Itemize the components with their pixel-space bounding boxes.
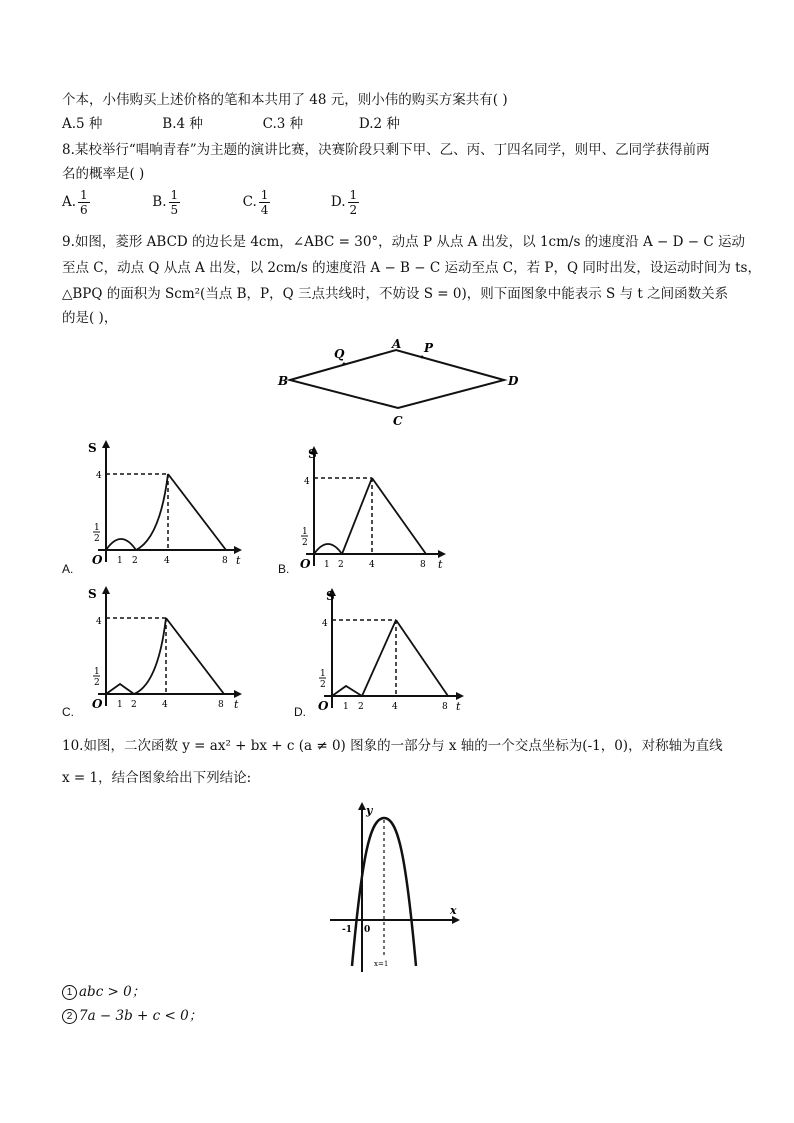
graph-a-curve (136, 474, 168, 550)
graph-c-label: C. (62, 705, 74, 719)
parabola-figure (326, 796, 462, 976)
svg-text:S: S (308, 447, 317, 461)
q10-text-line2: x = 1，结合图象给出下列结论: (62, 770, 252, 786)
svg-text:1: 1 (117, 700, 123, 710)
q8-text-line2: 名的概率是( ) (62, 166, 145, 182)
graph-d (310, 586, 470, 716)
graph-c-tent (106, 684, 134, 694)
svg-text:1: 1 (320, 669, 326, 679)
q7-options (62, 114, 400, 134)
svg-text:8: 8 (420, 560, 426, 570)
graph-d-label: D. (294, 705, 306, 719)
svg-text:4: 4 (162, 700, 168, 710)
svg-text:1: 1 (324, 560, 330, 570)
q7-option-b: B.4 种 (162, 116, 203, 132)
label-b: B (278, 374, 289, 388)
label-d: D (508, 374, 519, 388)
q8-option-b: B. $\frac{1}{5}$ (152, 188, 179, 217)
svg-text:2: 2 (132, 556, 138, 566)
q9-text-line2: 至点 C，动点 Q 从点 A 出发，以 2cm/s 的速度沿 A − B − C 运动至点 C，若 P，Q 同时出发，设运动时间为 ts， (62, 260, 761, 276)
q10-text-line1: 10.如图，二次函数 y = ax² + bx + c (a ≠ 0) 图象的一部分与 x 轴的一个交点坐标为(-1，0)，对称轴为直线 (62, 738, 723, 754)
svg-text:8: 8 (218, 700, 224, 710)
q7-option-a: A.5 种 (62, 116, 103, 132)
svg-text:1: 1 (343, 702, 349, 712)
graph-d-tent (332, 686, 362, 696)
q8-option-d: D. $\frac{1}{2}$ (330, 188, 358, 217)
svg-text:2: 2 (338, 560, 344, 570)
graph-b (292, 444, 452, 574)
graph-c (84, 584, 244, 714)
conclusion-1: 1 abc > 0； (62, 982, 145, 1002)
svg-text:2: 2 (94, 678, 100, 688)
svg-text:2: 2 (131, 700, 137, 710)
svg-text:O: O (318, 699, 329, 713)
svg-text:O: O (300, 557, 311, 571)
q9-text-line3: △BPQ 的面积为 Scm²(当点 B，P，Q 三点共线时，不妨设 S = 0)，则下面图象中能表示 S 与 t 之间函数关系 (62, 286, 729, 302)
q8-options (62, 188, 359, 217)
graph-a (84, 438, 244, 570)
graph-b-arc (314, 544, 342, 554)
svg-text:1: 1 (117, 556, 123, 566)
rhombus-abcd (290, 350, 504, 408)
svg-text:4: 4 (304, 477, 310, 487)
q9-text-line1: 9.如图，菱形 ABCD 的边长是 4cm，∠ABC = 30°，动点 P 从点 A 出发，以 1cm/s 的速度沿 A − D − C 运动 (62, 234, 745, 250)
svg-text:4: 4 (322, 619, 328, 629)
svg-text:1: 1 (94, 667, 100, 677)
svg-text:4: 4 (164, 556, 170, 566)
q8-text-line1: 8.某校举行“唱响青春”为主题的演讲比赛，决赛阶段只剩下甲、乙、丙、丁四名同学，则甲、乙同学获得前两 (62, 142, 710, 158)
svg-text:8: 8 (222, 556, 228, 566)
rhombus-figure (276, 336, 526, 432)
svg-text:t: t (456, 700, 461, 713)
neg-one-label: -1 (342, 925, 352, 935)
label-q: Q (334, 347, 345, 361)
graph-a-arc (106, 539, 136, 550)
svg-text:2: 2 (94, 534, 100, 544)
graph-b-label: B. (278, 562, 290, 576)
q7-text: 个本，小伟购买上述价格的笔和本共用了 48 元，则小伟的购买方案共有( ) (62, 92, 508, 108)
svg-text:1: 1 (94, 523, 100, 533)
s-axis-label: S (88, 441, 97, 455)
x-axis-label: x (450, 904, 457, 917)
origin-label: O (92, 553, 103, 567)
tick-y-4: 4 (96, 471, 102, 481)
svg-text:O: O (92, 697, 103, 711)
svg-text:4: 4 (96, 617, 102, 627)
label-p: P (424, 341, 434, 355)
svg-text:4: 4 (369, 560, 375, 570)
q9-text-line4: 的是( )， (62, 310, 118, 326)
label-a: A (392, 337, 402, 351)
t-axis-label: t (236, 554, 241, 567)
svg-text:t: t (234, 698, 239, 711)
label-c: C (393, 414, 403, 428)
svg-text:2: 2 (358, 702, 364, 712)
q7-option-d: D.2 种 (358, 116, 400, 132)
graph-a-label: A. (62, 562, 74, 576)
symmetry-axis-label: x=1 (374, 960, 389, 968)
q7-option-c: C.3 种 (262, 116, 304, 132)
q8-option-c: C. $\frac{1}{4}$ (242, 188, 269, 217)
q8-option-a: A. $\frac{1}{6}$ (62, 188, 88, 217)
conclusion-2: 2 7a − 3b + c < 0； (62, 1006, 202, 1026)
y-axis-label: y (366, 804, 373, 817)
svg-text:S: S (88, 587, 97, 601)
svg-text:1: 1 (302, 527, 308, 537)
svg-text:4: 4 (392, 702, 398, 712)
origin-zero-label: 0 (364, 925, 371, 935)
svg-text:8: 8 (442, 702, 448, 712)
svg-text:2: 2 (320, 680, 326, 690)
svg-text:2: 2 (302, 538, 308, 548)
svg-text:S: S (326, 589, 335, 603)
svg-text:t: t (438, 558, 443, 571)
